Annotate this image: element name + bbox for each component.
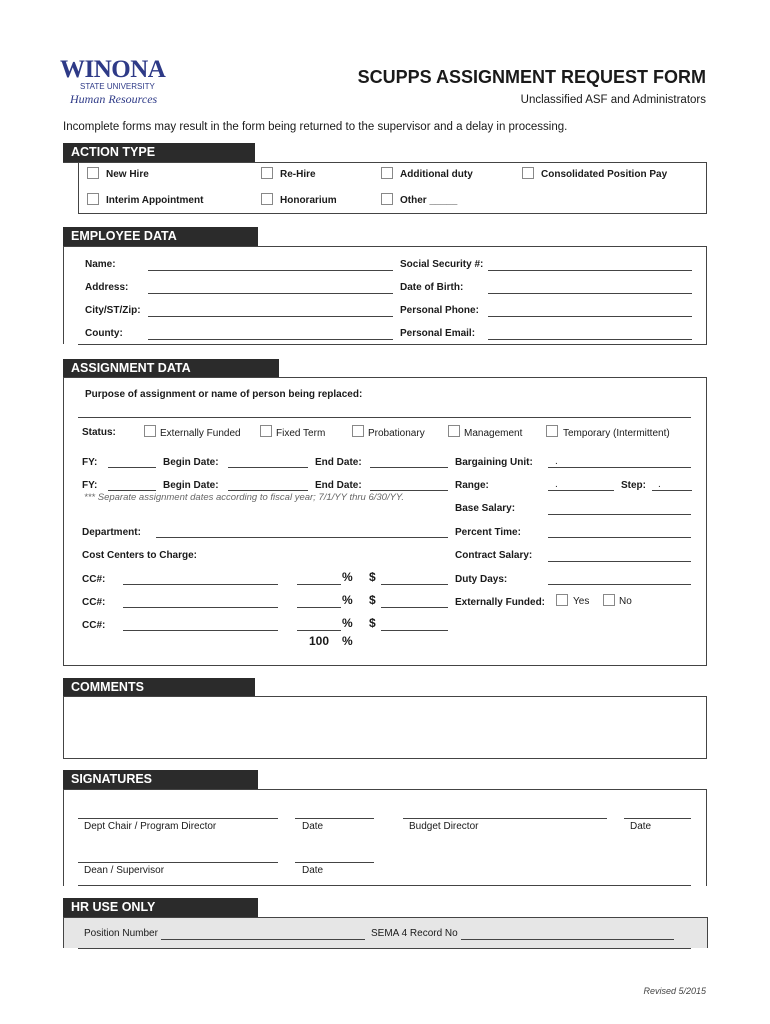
end-date-label-1: End Date:	[315, 457, 362, 468]
fy-field-2[interactable]	[108, 490, 156, 491]
externally-funded-checkbox[interactable]	[144, 425, 156, 437]
re-hire-checkbox[interactable]	[261, 167, 273, 179]
revised-date: Revised 5/2015	[643, 986, 706, 996]
budget-signature-line[interactable]	[403, 818, 607, 819]
dean-date-label: Date	[302, 865, 324, 876]
fixed-term-checkbox[interactable]	[260, 425, 272, 437]
other-label: Other _____	[400, 195, 458, 206]
cc-label-1: CC#:	[82, 574, 106, 585]
notice-text: Incomplete forms may result in the form being returned to the supervisor and a delay in processing.	[63, 121, 568, 133]
name-field[interactable]	[148, 270, 393, 271]
new-hire-label: New Hire	[106, 169, 149, 180]
honorarium-label: Honorarium	[280, 195, 337, 206]
assignment-data-header: ASSIGNMENT DATA	[63, 359, 279, 378]
cc-amount-field-1[interactable]	[381, 584, 448, 585]
purpose-field[interactable]	[78, 417, 691, 418]
cc-amount-field-2[interactable]	[381, 607, 448, 608]
begin-date-field-1[interactable]	[228, 467, 308, 468]
chair-signature-line[interactable]	[78, 818, 278, 819]
fiscal-year-note: *** Separate assignment dates according to fiscal year; 7/1/YY thru 6/30/YY.	[84, 492, 405, 503]
email-label: Personal Email:	[400, 328, 476, 339]
management-checkbox[interactable]	[448, 425, 460, 437]
city-field[interactable]	[148, 316, 393, 317]
phone-label: Personal Phone:	[400, 305, 479, 316]
university-logo	[60, 56, 170, 108]
ext-funded-yes-label: Yes	[573, 596, 590, 607]
percent-time-label: Percent Time:	[455, 527, 521, 538]
department-field[interactable]	[156, 537, 448, 538]
temporary-checkbox[interactable]	[546, 425, 558, 437]
budget-date-label: Date	[630, 821, 652, 832]
email-field[interactable]	[488, 339, 692, 340]
end-date-field-2[interactable]	[370, 490, 448, 491]
action-type-header: ACTION TYPE	[63, 143, 255, 162]
cc-field-1[interactable]	[123, 584, 278, 585]
bargaining-unit-label: Bargaining Unit:	[455, 457, 533, 468]
name-label: Name:	[85, 259, 116, 270]
position-number-field[interactable]	[161, 939, 365, 940]
bargaining-unit-value[interactable]: .	[555, 456, 558, 467]
begin-date-label-2: Begin Date:	[163, 480, 219, 491]
cc-label-3: CC#:	[82, 620, 106, 631]
range-field[interactable]	[548, 490, 614, 491]
fy-label-1: FY:	[82, 457, 98, 468]
logo-name: WINONA	[60, 56, 166, 83]
purpose-label: Purpose of assignment or name of person being replaced:	[85, 389, 363, 400]
range-label: Range:	[455, 480, 489, 491]
probationary-checkbox[interactable]	[352, 425, 364, 437]
cc-dollar-sign-3: $	[369, 616, 376, 630]
duty-days-field[interactable]	[548, 584, 691, 585]
cc-percent-sign-1: %	[342, 570, 353, 584]
dean-signature-label: Dean / Supervisor	[84, 865, 165, 876]
interim-appointment-label: Interim Appointment	[106, 195, 204, 206]
cc-percent-sign-3: %	[342, 616, 353, 630]
city-label: City/ST/Zip:	[85, 305, 141, 316]
chair-date-line[interactable]	[295, 818, 374, 819]
dean-signature-line[interactable]	[78, 862, 278, 863]
logo-sub: STATE UNIVERSITY	[80, 82, 155, 91]
step-label: Step:	[621, 480, 646, 491]
probationary-label: Probationary	[368, 428, 425, 439]
bargaining-unit-field[interactable]	[548, 467, 691, 468]
re-hire-label: Re-Hire	[280, 169, 316, 180]
ext-funded-yes-checkbox[interactable]	[556, 594, 568, 606]
hr-use-header: HR USE ONLY	[63, 898, 258, 917]
form-title: SCUPPS ASSIGNMENT REQUEST FORM	[357, 67, 706, 87]
step-value[interactable]: .	[658, 479, 661, 490]
sema-record-field[interactable]	[461, 939, 674, 940]
end-date-field-1[interactable]	[370, 467, 448, 468]
end-date-label-2: End Date:	[315, 480, 362, 491]
address-label: Address:	[85, 282, 129, 293]
status-label: Status:	[82, 427, 116, 438]
cc-dollar-sign-2: $	[369, 593, 376, 607]
additional-duty-label: Additional duty	[400, 169, 473, 180]
consolidated-pay-checkbox[interactable]	[522, 167, 534, 179]
cc-percent-field-3[interactable]	[297, 630, 341, 631]
ext-funded-no-checkbox[interactable]	[603, 594, 615, 606]
phone-field[interactable]	[488, 316, 692, 317]
county-label: County:	[85, 328, 123, 339]
new-hire-checkbox[interactable]	[87, 167, 99, 179]
department-label: Department:	[82, 527, 141, 538]
cc-field-3[interactable]	[123, 630, 278, 631]
duty-days-label: Duty Days:	[455, 574, 508, 585]
cc-percent-field-1[interactable]	[297, 584, 341, 585]
fixed-term-label: Fixed Term	[276, 428, 326, 439]
cc-amount-field-3[interactable]	[381, 630, 448, 631]
honorarium-checkbox[interactable]	[261, 193, 273, 205]
base-salary-field[interactable]	[548, 514, 691, 515]
cc-dollar-sign-1: $	[369, 570, 376, 584]
ssn-label: Social Security #:	[400, 259, 484, 270]
cc-label-2: CC#:	[82, 597, 106, 608]
externally-funded-label: Externally Funded	[160, 428, 241, 439]
contract-salary-field[interactable]	[548, 561, 691, 562]
cc-percent-sign-2: %	[342, 593, 353, 607]
step-field[interactable]	[652, 490, 692, 491]
ext-funded-no-label: No	[619, 596, 632, 607]
address-field[interactable]	[148, 293, 393, 294]
chair-signature-label: Dept Chair / Program Director	[84, 821, 217, 832]
additional-duty-checkbox[interactable]	[381, 167, 393, 179]
employee-data-header: EMPLOYEE DATA	[63, 227, 258, 246]
cc-percent-field-2[interactable]	[297, 607, 341, 608]
temporary-label: Temporary (Intermittent)	[563, 428, 670, 439]
externally-funded-question-label: Externally Funded:	[455, 597, 546, 608]
sema-record-label: SEMA 4 Record No	[371, 928, 458, 939]
range-value[interactable]: .	[555, 479, 558, 490]
form-subtitle: Unclassified ASF and Administrators	[520, 94, 706, 106]
base-salary-label: Base Salary:	[455, 503, 516, 514]
management-label: Management	[464, 428, 523, 439]
consolidated-pay-label: Consolidated Position Pay	[541, 169, 668, 180]
begin-date-field-2[interactable]	[228, 490, 308, 491]
total-percent-value: 100	[309, 634, 330, 648]
total-percent-sign: %	[342, 634, 353, 648]
fy-field-1[interactable]	[108, 467, 156, 468]
other-checkbox[interactable]	[381, 193, 393, 205]
chair-date-label: Date	[302, 821, 324, 832]
comments-header: COMMENTS	[63, 678, 255, 697]
budget-signature-label: Budget Director	[409, 821, 479, 832]
interim-appointment-checkbox[interactable]	[87, 193, 99, 205]
comments-field[interactable]	[63, 696, 707, 759]
percent-time-field[interactable]	[548, 537, 691, 538]
fy-label-2: FY:	[82, 480, 98, 491]
budget-date-line[interactable]	[624, 818, 691, 819]
dob-label: Date of Birth:	[400, 282, 464, 293]
position-number-label: Position Number	[84, 928, 158, 939]
cc-field-2[interactable]	[123, 607, 278, 608]
cost-centers-label: Cost Centers to Charge:	[82, 550, 198, 561]
county-field[interactable]	[148, 339, 393, 340]
signatures-header: SIGNATURES	[63, 770, 258, 789]
dob-field[interactable]	[488, 293, 692, 294]
dean-date-line[interactable]	[295, 862, 374, 863]
begin-date-label-1: Begin Date:	[163, 457, 219, 468]
ssn-field[interactable]	[488, 270, 692, 271]
logo-dept: Human Resources	[70, 92, 158, 106]
contract-salary-label: Contract Salary:	[455, 550, 533, 561]
